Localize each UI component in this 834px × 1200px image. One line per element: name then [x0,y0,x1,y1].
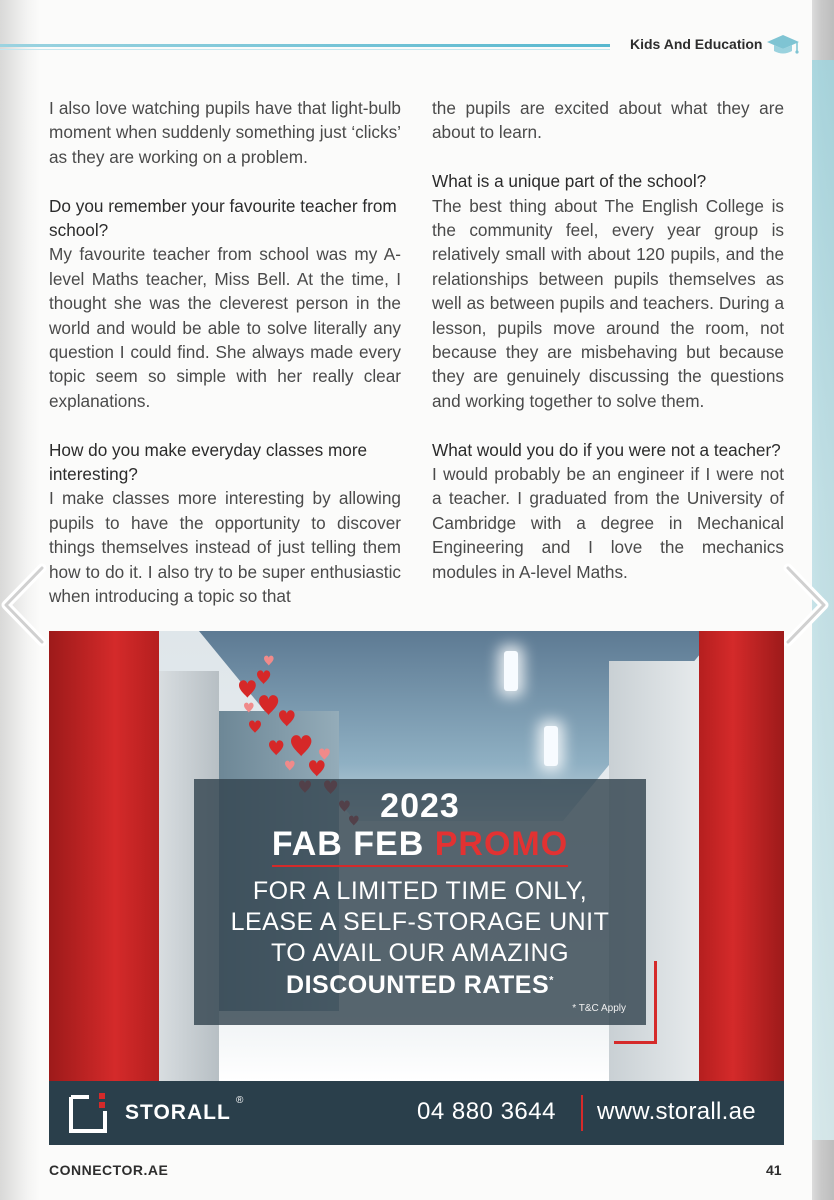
promo-banner [194,779,646,1025]
promo-year: 2023 [380,787,460,825]
article-paragraph: I also love watching pupils have that light-bulb moment when suddenly something just ‘clicks’ as they are working on a problem. [49,98,401,167]
interview-answer: The best thing about The English College is the community feel, every year group is relatively small with about 120 pupils, and the relationships between pupils themselves as well as between pupils and teachers. During a lesson, pupils move around the room, not because they are misbehaving but because they are genuinely discussing the questions and working together to solve them. [432,195,784,411]
terms-note: * T&C Apply [572,1003,626,1014]
publication-name: CONNECTOR.AE [49,1162,169,1178]
interview-question: What is a unique part of the school? [432,171,707,192]
page-number: 41 [766,1162,782,1178]
registered-mark: ® [236,1095,244,1106]
section-label: Kids And Education [630,36,763,52]
ad-ceiling-light [544,726,558,766]
graduation-cap-icon [766,33,800,57]
promo-title: FAB FEB PROMO [271,825,569,863]
promo-line: TO AVAIL OUR AMAZING [270,939,570,967]
website-link[interactable]: www.storall.ae [597,1098,756,1125]
article-left-column [49,96,401,609]
interview-question: What would you do if you were not a teacher? [432,439,781,460]
brand-name: STORALL [125,1101,231,1124]
ad-ceiling-light [504,651,518,691]
promo-line: FOR A LIMITED TIME ONLY, [252,877,588,905]
ad-red-wall-right [699,631,784,1081]
promo-line: DISCOUNTED RATES* [286,971,554,999]
interview-answer: I would probably be an engineer if I were not a teacher. I graduated from the University of Cambridge with a degree in Mechanical Engineering and I love the mechanics modules in A-level Maths. [432,464,784,582]
promo-line: LEASE A SELF-STORAGE UNIT [230,908,610,936]
header-rule-thin [0,49,610,50]
chevron-right-icon[interactable] [780,560,830,650]
phone-number[interactable]: 04 880 3644 [417,1098,556,1125]
promo-divider [272,865,568,867]
chevron-left-icon[interactable] [0,560,50,650]
interview-question: Do you remember your favourite teacher from school? [49,195,397,241]
ad-red-wall-left [49,631,159,1081]
header-rule [0,44,610,47]
interview-answer: I make classes more interesting by allowing pupils to have the opportunity to discover things themselves instead of just telling them how to do it. I also try to be super enthusiastic when introducing a topic so that [49,488,401,607]
storall-logo-icon [65,1089,115,1137]
footer-divider [581,1095,583,1131]
ad-footer-bar [49,1081,784,1145]
interview-answer: My favourite teacher from school was my A-level Maths teacher, Miss Bell. At the time, I thought she was the cleverest person in the world and would be able to solve literally any question I could find. She always made every topic seem so simple with her really clear explanations. [49,244,401,411]
storall-advertisement[interactable] [49,631,784,1145]
interview-question: How do you make everyday classes more interesting? [49,439,368,485]
article-right-column [432,96,784,584]
article-paragraph: the pupils are excited about what they are about to learn. [432,98,784,143]
ad-red-accent [614,961,657,1044]
